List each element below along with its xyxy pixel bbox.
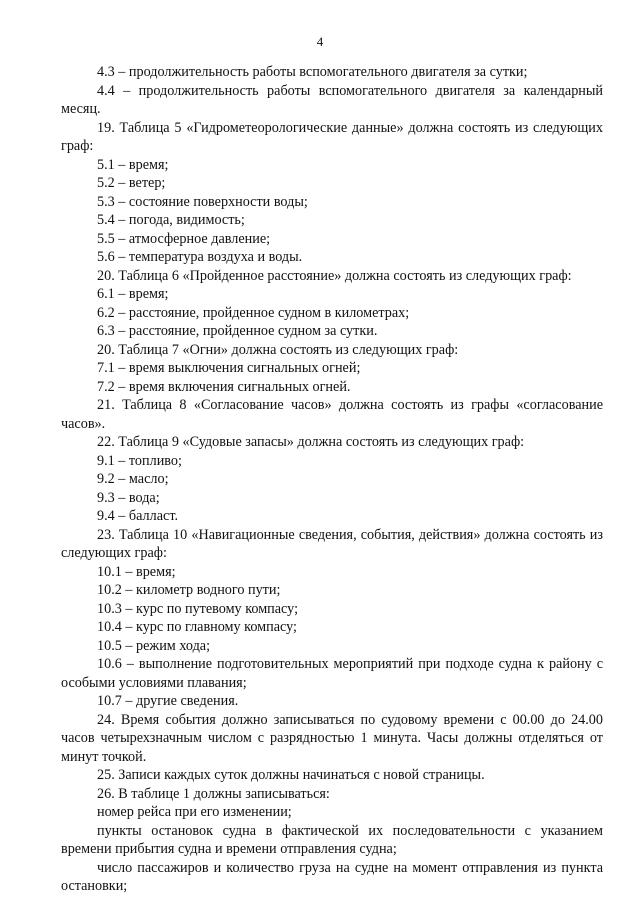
paragraph-26-item-3: число пассажиров и количество груза на судне на момент отправления из пункта остановки; xyxy=(61,859,603,894)
paragraph-4-4: 4.4 – продолжительность работы вспомогательного двигателя за календарный месяц. xyxy=(61,82,603,117)
paragraph-9-4: 9.4 – балласт. xyxy=(97,508,178,524)
paragraph-24: 24. Время события должно записываться по судовому времени с 00.00 до 24.00 часов четырехзначным числом с разрядностью 1 минута. Часы должны отделяться от минут точкой. xyxy=(61,711,603,765)
paragraph-4-3: 4.3 – продолжительность работы вспомогательного двигателя за сутки; xyxy=(97,64,528,80)
paragraph-10-2: 10.2 – километр водного пути; xyxy=(97,582,281,598)
paragraph-7-1: 7.1 – время выключения сигнальных огней; xyxy=(97,360,361,376)
paragraph-5-3: 5.3 – состояние поверхности воды; xyxy=(97,193,308,210)
paragraph-26: 26. В таблице 1 должны записываться: xyxy=(97,785,330,802)
paragraph-10-5: 10.5 – режим хода; xyxy=(97,637,211,654)
paragraph-25: 25. Записи каждых суток должны начинаться с новой страницы. xyxy=(97,767,485,783)
paragraph-10-3: 10.3 – курс по путевому компасу; xyxy=(97,600,299,617)
paragraph-23: 23. Таблица 10 «Навигационные сведения, события, действия» должна состоять из следующих граф: xyxy=(61,526,603,561)
paragraph-10-1: 10.1 – время; xyxy=(97,563,176,580)
paragraph-19: 19. Таблица 5 «Гидрометеорологические данные» должна состоять из следующих граф: xyxy=(61,119,603,154)
paragraph-21: 21. Таблица 8 «Согласование часов» должна состоять из графы «согласование часов». xyxy=(61,397,603,432)
paragraph-5-5: 5.5 – атмосферное давление; xyxy=(97,230,271,247)
paragraph-5-4: 5.4 – погода, видимость; xyxy=(97,212,245,228)
paragraph-6-3: 6.3 – расстояние, пройденное судном за сутки. xyxy=(97,323,378,339)
page-number: 4 xyxy=(316,34,324,49)
paragraph-10-7: 10.7 – другие сведения. xyxy=(97,693,239,709)
paragraph-9-2: 9.2 – масло; xyxy=(97,471,169,487)
paragraph-20-table-6: 20. Таблица 6 «Пройденное расстояние» должна состоять из следующих граф: xyxy=(97,267,572,284)
paragraph-5-1: 5.1 – время; xyxy=(97,156,169,173)
paragraph-6-2: 6.2 – расстояние, пройденное судном в километрах; xyxy=(97,304,410,321)
paragraph-6-1: 6.1 – время; xyxy=(97,286,169,302)
paragraph-22: 22. Таблица 9 «Судовые запасы» должна состоять из следующих граф: xyxy=(97,434,525,450)
paragraph-9-3: 9.3 – вода; xyxy=(97,489,160,506)
paragraph-5-2: 5.2 – ветер; xyxy=(97,175,166,191)
paragraph-20-table-7: 20. Таблица 7 «Огни» должна состоять из следующих граф: xyxy=(97,341,459,358)
paragraph-10-6: 10.6 – выполнение подготовительных мероприятий при подходе судна к району с особыми условиями плавания; xyxy=(61,656,603,691)
paragraph-10-4: 10.4 – курс по главному компасу; xyxy=(97,619,298,635)
paragraph-26-item-2: пункты остановок судна в фактической их последовательности с указанием времени прибытия судна и времени отправления судна; xyxy=(61,822,603,857)
paragraph-7-2: 7.2 – время включения сигнальных огней. xyxy=(97,378,351,395)
paragraph-5-6: 5.6 – температура воздуха и воды. xyxy=(97,249,303,265)
paragraph-9-1: 9.1 – топливо; xyxy=(97,452,182,469)
document-body xyxy=(61,63,603,896)
paragraph-26-item-1: номер рейса при его изменении; xyxy=(97,804,292,820)
